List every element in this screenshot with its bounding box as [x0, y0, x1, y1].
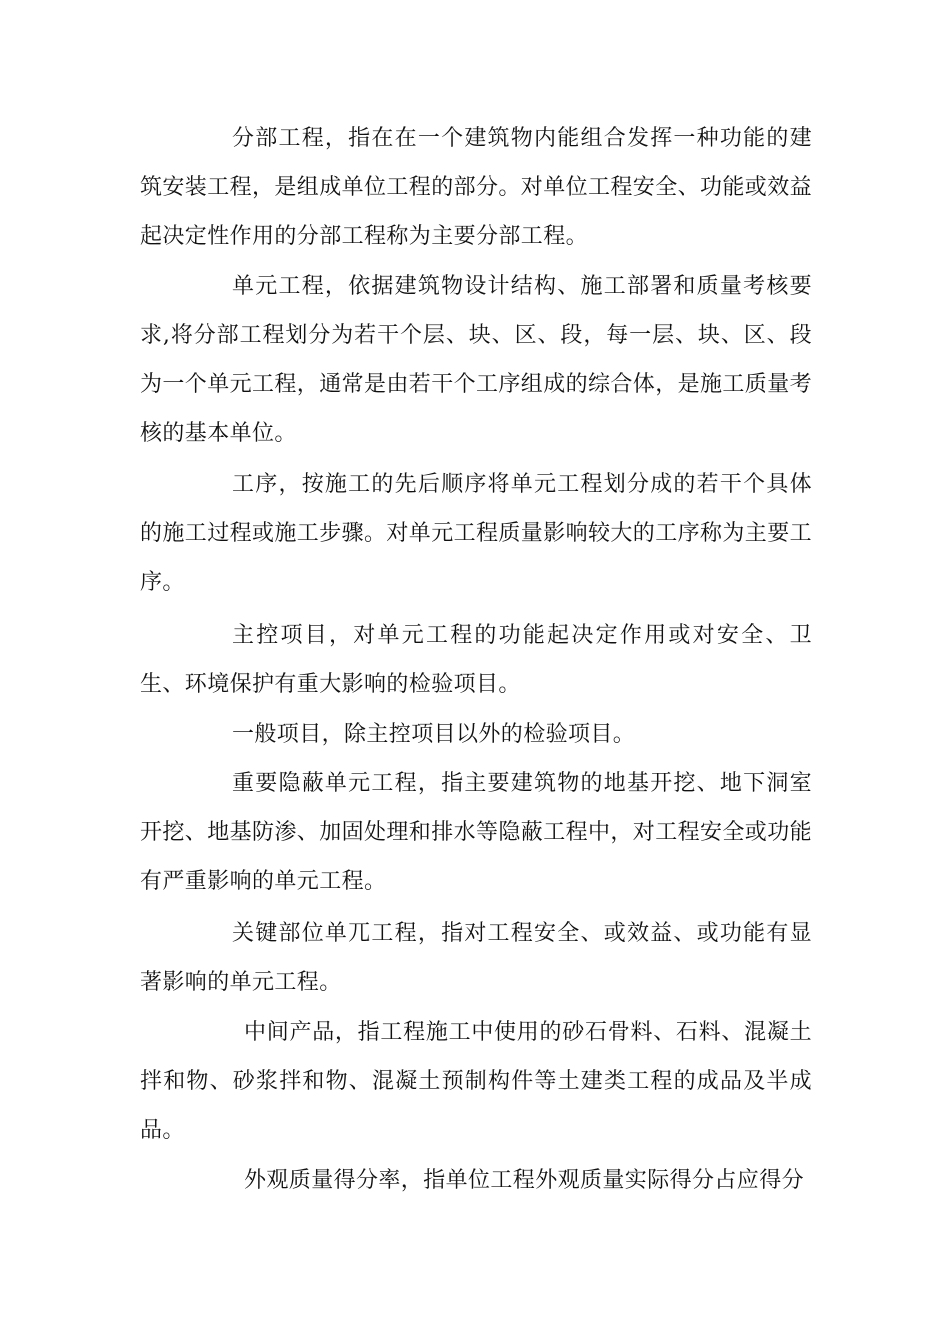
paragraph-appearance-score-rate: 外观质量得分率，指单位工程外观质量实际得分占应得分: [244, 1168, 805, 1193]
paragraph-hidden-unit-work: 重要隐蔽单元工程，指主要建筑物的地基开挖、地下洞室开挖、地基防渗、加固处理和排水等隐蔽工程中，对工程安全或功能有严重影响的单元工程。: [140, 771, 813, 894]
paragraph-intermediate-products: 中间产品，指工程施工中使用的砂石骨料、石料、混凝土拌和物、砂浆拌和物、混凝土预制构件等土建类工程的成品及半成品。: [140, 1020, 812, 1143]
paragraph-main-control-items: 主控项目，对单元工程的功能起决定作用或对安全、卫生、环境保护有重大影响的检验项目。: [140, 623, 812, 697]
paragraph-general-items: 一般项目，除主控项目以外的检验项目。: [232, 722, 636, 747]
paragraph-key-part-unit-work: 关键部位单兀工程，指对工程安全、或效益、或功能有显著影响的单元工程。: [140, 921, 812, 995]
paragraph-process: 工序，按施工的先后顺序将单元工程划分成的若干个具体的施工过程或施工步骤。对单元工程质量影响较大的工序称为主要工序。: [140, 472, 813, 595]
paragraph-unit-work: 单元工程，依据建筑物设计结构、施工部署和质量考核要求,将分部工程划分为若干个层、块、区、段，每一层、块、区、段为一个单元工程，通常是由若干个工序组成的综合体，是施工质量考核的基本单位。: [140, 274, 813, 446]
paragraph-sub-project: 分部工程，指在在一个建筑物内能组合发挥一种功能的建筑安装工程，是组成单位工程的部分。对单位工程安全、功能或效益起决定性作用的分部工程称为主要分部工程。: [140, 126, 813, 249]
